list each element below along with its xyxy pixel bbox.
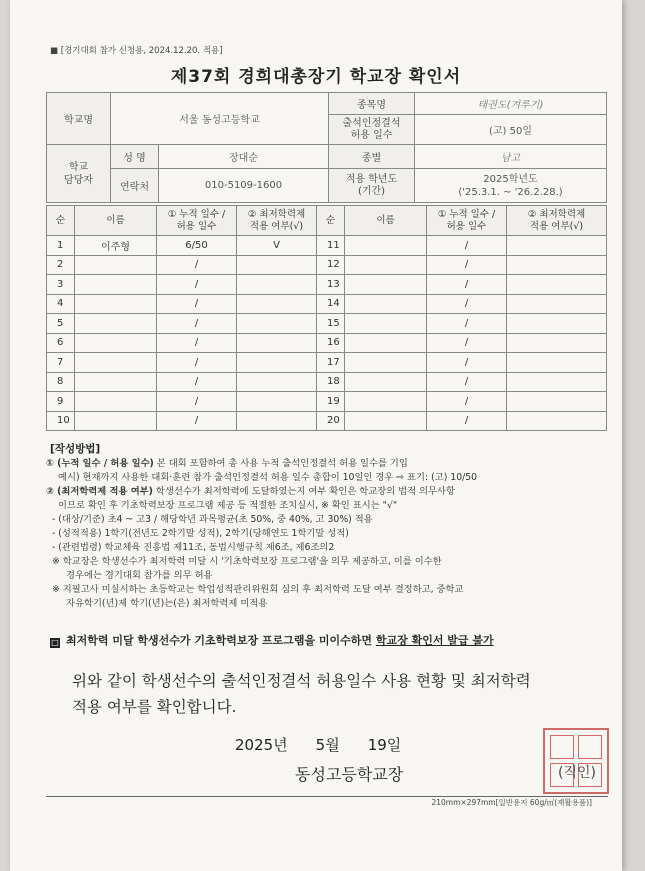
roster-cell-right-name [345,236,427,256]
roster-cell-right-days: / [427,392,507,412]
issue-date [235,734,429,755]
roster-cell-right-no: 13 [317,275,345,295]
manager-contact-label: 연락처 [111,169,159,203]
year-label: 적용 학년도 (기간) [329,169,415,203]
school-name-label: 학교명 [47,93,111,145]
confirmation-line-2: 적용 여부를 확인합니다. [72,698,237,716]
method-line-5: - (대상/기준) 초4 ~ 고3 / 해당학년 과목평균(초 50%, 중 40%, 고 30%) 적용 [52,514,373,525]
roster-cell-right-min [507,255,607,275]
gender-label: 종별 [329,145,415,169]
roster-cell-right-no: 18 [317,372,345,392]
roster-cell-right-name [345,392,427,412]
confirmation-line-1: 위와 같이 학생선수의 출석인정결석 허용일수 사용 현황 및 최저학력 [72,672,531,690]
roster-cell-right-min [507,236,607,256]
method-line-3-bold: ② (최저학력제 적용 여부) [46,486,153,497]
roster-cell-left-days: / [157,255,237,275]
roster-cell-right-no: 19 [317,392,345,412]
date-day: 19일 [367,736,402,754]
roster-cell-right-name [345,314,427,334]
roster-cell-left-name: 이주형 [75,236,157,256]
allowed-days-value: (고) 50일 [415,115,607,145]
roster-cell-left-min: V [237,236,317,256]
method-line-10: ※ 지필고사 미실시하는 초등학교는 학업성적관리위원회 심의 후 최저학력 도달 여부 결정하고, 중학교 [52,584,464,595]
roster-cell-left-min [237,372,317,392]
official-seal-stamp [543,728,609,794]
roster-cell-right-min [507,275,607,295]
roster-cell-right-days: / [427,294,507,314]
method-line-11: 자유학기(년)제 학기(년)는(은) 최저학력제 미적용 [66,598,268,609]
table-row [47,372,607,392]
roster-cell-right-name [345,275,427,295]
roster-cell-left-days: / [157,392,237,412]
roster-cell-left-min [237,392,317,412]
document-title: 제37회 경희대총장기 학교장 확인서 [170,67,462,87]
roster-cell-left-days: / [157,333,237,353]
roster-cell-right-days: / [427,275,507,295]
method-line-6: - (성적적용) 1학기(전년도 2학기말 성적), 2학기(당해연도 1학기말 성적) [52,528,349,539]
gender-value: 남고 [415,145,607,169]
method-line-4: 이므로 확인 후 기초학력보장 프로그램 제공 등 적절한 조치실시, ※ 확인 표시는 "√" [58,500,398,511]
school-principal: 동성고등학교장 [295,765,404,784]
roster-cell-left-min [237,314,317,334]
roster-cell-left-no: 4 [47,294,75,314]
roster-cell-left-days: / [157,314,237,334]
roster-cell-right-min [507,333,607,353]
table-row [47,255,607,275]
method-line-8: ※ 학교장은 학생선수가 최저학력 미달 시 '기초학력보장 프로그램'을 의무 제공하고, 이를 이수한 [52,556,442,567]
seal-label: (직인) [558,765,596,781]
roster-cell-left-no: 9 [47,392,75,412]
roster-cell-right-min [507,353,607,373]
method-line-1-bold: ① (누적 일수 / 허용 일수) [46,458,154,469]
roster-cell-right-no: 15 [317,314,345,334]
roster-cell-left-min [237,411,317,431]
roster-cell-right-name [345,411,427,431]
roster-cell-right-days: / [427,372,507,392]
method-line-1-text: 본 대회 포함하여 총 사용 누적 출석인정결석 허용 일수를 기입 [153,458,408,469]
roster-cell-right-min [507,372,607,392]
roster-cell-left-min [237,333,317,353]
roster-cell-right-name [345,372,427,392]
roster-cell-left-min [237,353,317,373]
roster-cell-left-days: / [157,372,237,392]
method-line-3 [46,485,616,499]
header-no-right: 순 [317,206,345,236]
header-min-right: ② 최저학력제 적용 여부(√) [507,206,607,236]
roster-cell-right-min [507,294,607,314]
roster-cell-left-no: 6 [47,333,75,353]
school-name-value: 서울 동성고등학교 [111,93,329,145]
header-name-left: 이름 [75,206,157,236]
roster-cell-right-min [507,392,607,412]
document-page [10,0,622,871]
roster-cell-left-no: 8 [47,372,75,392]
notice-text: 최저학력 미달 학생선수가 기초학력보장 프로그램을 미이수하면 [66,634,376,647]
roster-cell-right-name [345,255,427,275]
event-value: 태권도(겨루기) [415,93,607,115]
notice-box-icon: □ [51,638,59,647]
header-days-right: ① 누적 일수 / 허용 일수 [427,206,507,236]
roster-cell-left-days: / [157,411,237,431]
roster-cell-left-name [75,411,157,431]
roster-cell-right-days: / [427,314,507,334]
roster-cell-left-days: 6/50 [157,236,237,256]
roster-cell-right-name [345,333,427,353]
method-line-3-text: 학생선수가 최저학력에 도달하였는지 여부 확인은 학교장의 법적 의무사항 [152,486,455,497]
notice-line [50,632,494,648]
roster-cell-right-name [345,294,427,314]
roster-cell-right-days: / [427,353,507,373]
table-row [47,333,607,353]
roster-cell-right-name [345,353,427,373]
manager-label: 학교 담당자 [47,145,111,203]
form-reference: ■ [경기대회 참가 신청용, 2024.12.20. 적용] [50,46,223,56]
roster-cell-right-no: 12 [317,255,345,275]
table-row [47,314,607,334]
header-no-left: 순 [47,206,75,236]
roster-cell-right-no: 11 [317,236,345,256]
roster-cell-right-days: / [427,411,507,431]
table-row [47,411,607,431]
roster-cell-right-days: / [427,236,507,256]
roster-cell-left-min [237,255,317,275]
table-row [47,392,607,412]
table-row [47,294,607,314]
roster-cell-left-days: / [157,294,237,314]
roster-cell-left-name [75,255,157,275]
paper-spec: 210mm×297mm[일반용지 60g/㎡(재활용품)] [431,798,592,807]
method-title: [작성방법] [50,443,101,455]
roster-cell-left-no: 7 [47,353,75,373]
manager-name-label: 성 명 [111,145,159,169]
roster-cell-left-min [237,275,317,295]
header-min-left: ② 최저학력제 적용 여부(√) [237,206,317,236]
year-cell [415,169,607,203]
header-days-left: ① 누적 일수 / 허용 일수 [157,206,237,236]
header-name-right: 이름 [345,206,427,236]
roster-cell-left-name [75,294,157,314]
roster-cell-left-no: 1 [47,236,75,256]
allowed-days-label: 출석인정결석 허용 일수 [329,115,415,145]
table-row [47,236,607,256]
method-line-7: - (관련법령) 학교체육 진흥법 제11조, 동법시행규칙 제6조, 제6조의2 [52,542,335,553]
roster-cell-left-name [75,392,157,412]
date-month: 5월 [315,736,340,754]
roster-cell-left-days: / [157,275,237,295]
table-row [47,353,607,373]
roster-cell-right-min [507,314,607,334]
roster-cell-right-min [507,411,607,431]
period-value: ('25.3.1. ~ '26.2.28.) [458,186,563,198]
year-value: 2025학년도 [483,173,538,185]
roster-cell-right-no: 17 [317,353,345,373]
roster-cell-right-no: 14 [317,294,345,314]
method-line-2: 예시) 현재까지 사용한 대회·훈련 참가 출석인정결석 허용 일수 총합이 10일인 경우 ⇨ 표기: (고) 10/50 [58,472,478,483]
roster-cell-right-days: / [427,255,507,275]
roster-cell-left-no: 3 [47,275,75,295]
roster-cell-left-name [75,372,157,392]
roster-cell-left-days: / [157,353,237,373]
manager-contact-value: 010-5109-1600 [159,169,329,203]
confirmation-statement [72,668,531,720]
roster-table [46,205,607,431]
event-label: 종목명 [329,93,415,115]
method-section [46,457,616,611]
method-line-9: 경우에는 경기대회 참가를 의무 허용 [66,570,213,581]
notice-emphasis: 학교장 확인서 발급 불가 [375,634,494,647]
roster-cell-right-days: / [427,333,507,353]
roster-cell-left-no: 5 [47,314,75,334]
date-year: 2025년 [235,736,288,754]
roster-cell-left-name [75,333,157,353]
info-table [46,92,607,203]
method-line-1 [46,457,616,471]
manager-name-value: 장대순 [159,145,329,169]
roster-cell-left-no: 10 [47,411,75,431]
roster-cell-right-no: 16 [317,333,345,353]
roster-cell-right-no: 20 [317,411,345,431]
table-row [47,275,607,295]
roster-cell-left-name [75,353,157,373]
roster-cell-left-name [75,314,157,334]
roster-cell-left-name [75,275,157,295]
roster-cell-left-min [237,294,317,314]
roster-cell-left-no: 2 [47,255,75,275]
